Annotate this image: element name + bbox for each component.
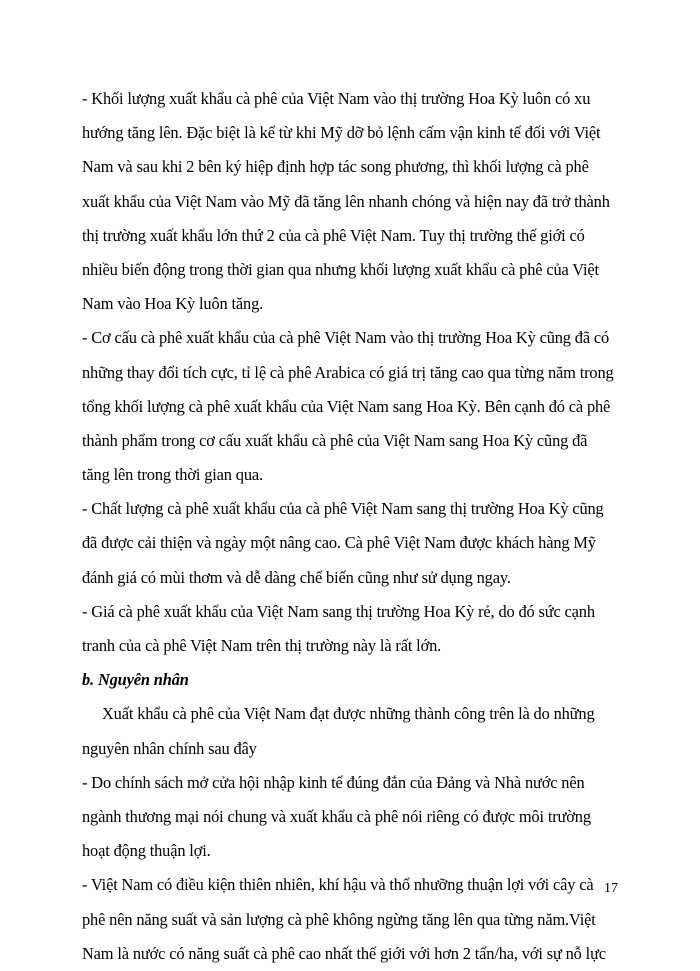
paragraph-line: tranh của cà phê Việt Nam trên thị trường này là rất lớn. [82,636,442,655]
paragraph-line: Nam là nước có năng suất cà phê cao nhất thế giới với hơn 2 tấn/ha, với sự nỗ lực [82,943,606,963]
paragraph-line: - Chất lượng cà phê xuất khẩu của cà phê Việt Nam sang thị trường Hoa Kỳ cũng [82,499,604,519]
paragraph-line: hoạt động thuận lợi. [82,841,211,861]
paragraph-line: - Do chính sách mở cửa hội nhập kinh tế đúng đắn của Đảng và Nhà nước nên [82,772,585,792]
paragraph-line: đã được cải thiện và ngày một nâng cao. Cà phê Việt Nam được khách hàng Mỹ [82,533,596,553]
paragraph-line: - Khối lượng xuất khẩu cà phê của Việt Nam vào thị trường Hoa Kỳ luôn có xu [82,89,591,108]
paragraph-line: - Việt Nam có điều kiện thiên nhiên, khí hậu và thổ nhưỡng thuận lợi với cây cà [82,875,594,895]
page-body [82,82,622,971]
paragraph-line: Xuất khẩu cà phê của Việt Nam đạt được những thành công trên là do những [102,704,595,724]
paragraph-line: thị trường xuất khẩu lớn thứ 2 của cà phê Việt Nam. Tuy thị trường thế giới có [82,225,585,245]
paragraph-line: những thay đổi tích cực, tỉ lệ cà phê Arabica có giá trị tăng cao qua từng năm trong [82,362,614,382]
paragraph-line: thành phẩm trong cơ cấu xuất khẩu cà phê của Việt Nam sang Hoa Kỳ cũng đã [82,430,588,450]
section-heading: b. Nguyên nhân [82,670,189,690]
paragraph-line: Nam và sau khi 2 bên ký hiệp định hợp tác song phương, thì khối lượng cà phê [82,157,589,177]
paragraph-line: Nam vào Hoa Kỳ luôn tăng. [82,294,264,314]
paragraph-line: phê nên năng suất và sản lượng cà phê không ngừng tăng lên qua từng năm.Việt [82,909,596,929]
paragraph-line: tổng khối lượng cà phê xuất khẩu của Việt Nam sang Hoa Kỳ. Bên cạnh đó cà phê [82,396,611,416]
paragraph-line: tăng lên trong thời gian qua. [82,465,263,485]
paragraph-line: đánh giá có mùi thơm và dễ dàng chế biến cũng như sử dụng ngay. [82,567,511,587]
paragraph-line: ngành thương mại nói chung và xuất khẩu cà phê nói riêng có được môi trường [82,806,591,826]
page-number: 17 [604,881,618,896]
paragraph-line: - Cơ cấu cà phê xuất khẩu của cà phê Việt Nam vào thị trường Hoa Kỳ cũng đã có [82,328,610,348]
paragraph-line: nguyên nhân chính sau đây [82,738,257,758]
paragraph-line: nhiều biến động trong thời gian qua nhưng khối lượng xuất khẩu cà phê của Việt [82,259,599,279]
paragraph-line: - Giá cà phê xuất khẩu của Việt Nam sang thị trường Hoa Kỳ rẻ, do đó sức cạnh [82,601,595,621]
paragraph-line: hướng tăng lên. Đặc biệt là kể từ khi Mỹ dỡ bỏ lệnh cấm vận kinh tế đối với Việt [82,123,601,143]
paragraph-line: xuất khẩu của Việt Nam vào Mỹ đã tăng lên nhanh chóng và hiện nay đã trở thành [82,191,610,211]
